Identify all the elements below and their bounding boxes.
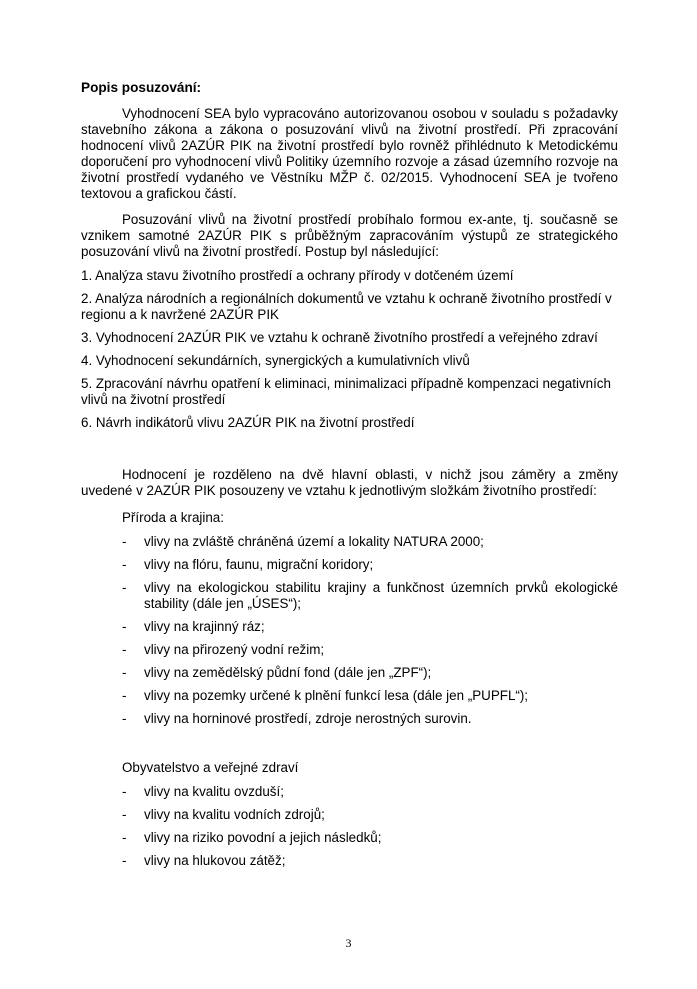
section-heading: Popis posuzování: [81,80,202,95]
document-body [81,80,618,876]
list-item: - vlivy na ekologickou stabilitu krajiny a funkčnost územních prvků ekologické stability (dále jen „ÚSES“); [81,580,618,612]
procedure-step: 1. Analýza stavu životního prostředí a ochrany přírody v dotčeném území [81,268,514,283]
list-item: - vlivy na zvláště chráněná území a lokality NATURA 2000; [81,534,618,550]
group-label-nature: Příroda a krajina: [122,510,224,525]
list-item: - vlivy na hlukovou zátěž; [81,853,618,869]
bullet-dash: - [122,665,127,680]
list-item: - vlivy na riziko povodní a jejich následků; [81,830,618,846]
procedure-step: 4. Vyhodnocení sekundárních, synergických a kumulativních vlivů [81,353,470,368]
list-item: - vlivy na kvalitu ovzduší; [81,784,618,800]
procedure-step: 2. Analýza národních a regionálních dokumentů ve vztahu k ochraně životního prostředí v regionu a k navržené 2AZÚR PIK [81,291,612,322]
list-item: - vlivy na flóru, faunu, migrační koridory; [81,557,618,573]
procedure-steps-list [81,268,618,431]
bullet-dash: - [122,784,127,799]
paragraph-ex-ante: Posuzování vlivů na životní prostředí probíhalo formou ex-ante, tj. současně se vznikem samotné 2AZÚR PIK s průběžným zapracováním výstupů ze strategického posuzování vlivů na životní prostředí. Postup byl následující: [81,212,618,259]
population-impacts-list [81,784,618,869]
bullet-dash: - [122,688,127,703]
bullet-dash: - [122,642,127,657]
paragraph-evaluation-areas: Hodnocení je rozděleno na dvě hlavní oblasti, v nichž jsou záměry a změny uvedené v 2AZÚR PIK posouzeny ve vztahu k jednotlivým složkám životního prostředí: [81,467,618,498]
procedure-step: 3. Vyhodnocení 2AZÚR PIK ve vztahu k ochraně životního prostředí a veřejného zdraví [81,330,598,345]
group-label-population: Obyvatelstvo a veřejné zdraví [122,760,299,775]
list-item: - vlivy na přirozený vodní režim; [81,642,618,658]
list-item: - vlivy na pozemky určené k plnění funkcí lesa (dále jen „PUPFL“); [81,688,618,704]
bullet-dash: - [122,557,127,572]
list-item: - vlivy na kvalitu vodních zdrojů; [81,807,618,823]
bullet-dash: - [122,580,127,595]
list-item: - vlivy na zemědělský půdní fond (dále jen „ZPF“); [81,665,618,681]
bullet-dash: - [122,619,127,634]
bullet-dash: - [122,807,127,822]
list-item: - vlivy na horninové prostředí, zdroje nerostných surovin. [81,711,618,727]
bullet-dash: - [122,711,127,726]
procedure-step: 6. Návrh indikátorů vlivu 2AZÚR PIK na životní prostředí [81,415,415,430]
bullet-dash: - [122,830,127,845]
page-number: 3 [345,936,352,950]
list-item: - vlivy na krajinný ráz; [81,619,618,635]
nature-impacts-list [81,534,618,727]
bullet-dash: - [122,534,127,549]
procedure-step: 5. Zpracování návrhu opatření k eliminaci, minimalizaci případně kompenzaci negativních vlivů na životní prostředí [81,376,611,407]
bullet-dash: - [122,853,127,868]
paragraph-sea-intro: Vyhodnocení SEA bylo vypracováno autorizovanou osobou v souladu s požadavky stavebního zákona a zákona o posuzování vlivů na životní prostředí. Při zpracování hodnocení vlivů 2AZÚR PIK na životní prostředí bylo rovněž přihlédnuto k Metodickému doporučení pro vyhodnocení vlivů Politiky územního rozvoje a zásad územního rozvoje na životní prostředí vydaného ve Věstníku MŽP č. 02/2015. Vyhodnocení SEA je tvořeno textovou a grafickou částí. [81,106,618,201]
